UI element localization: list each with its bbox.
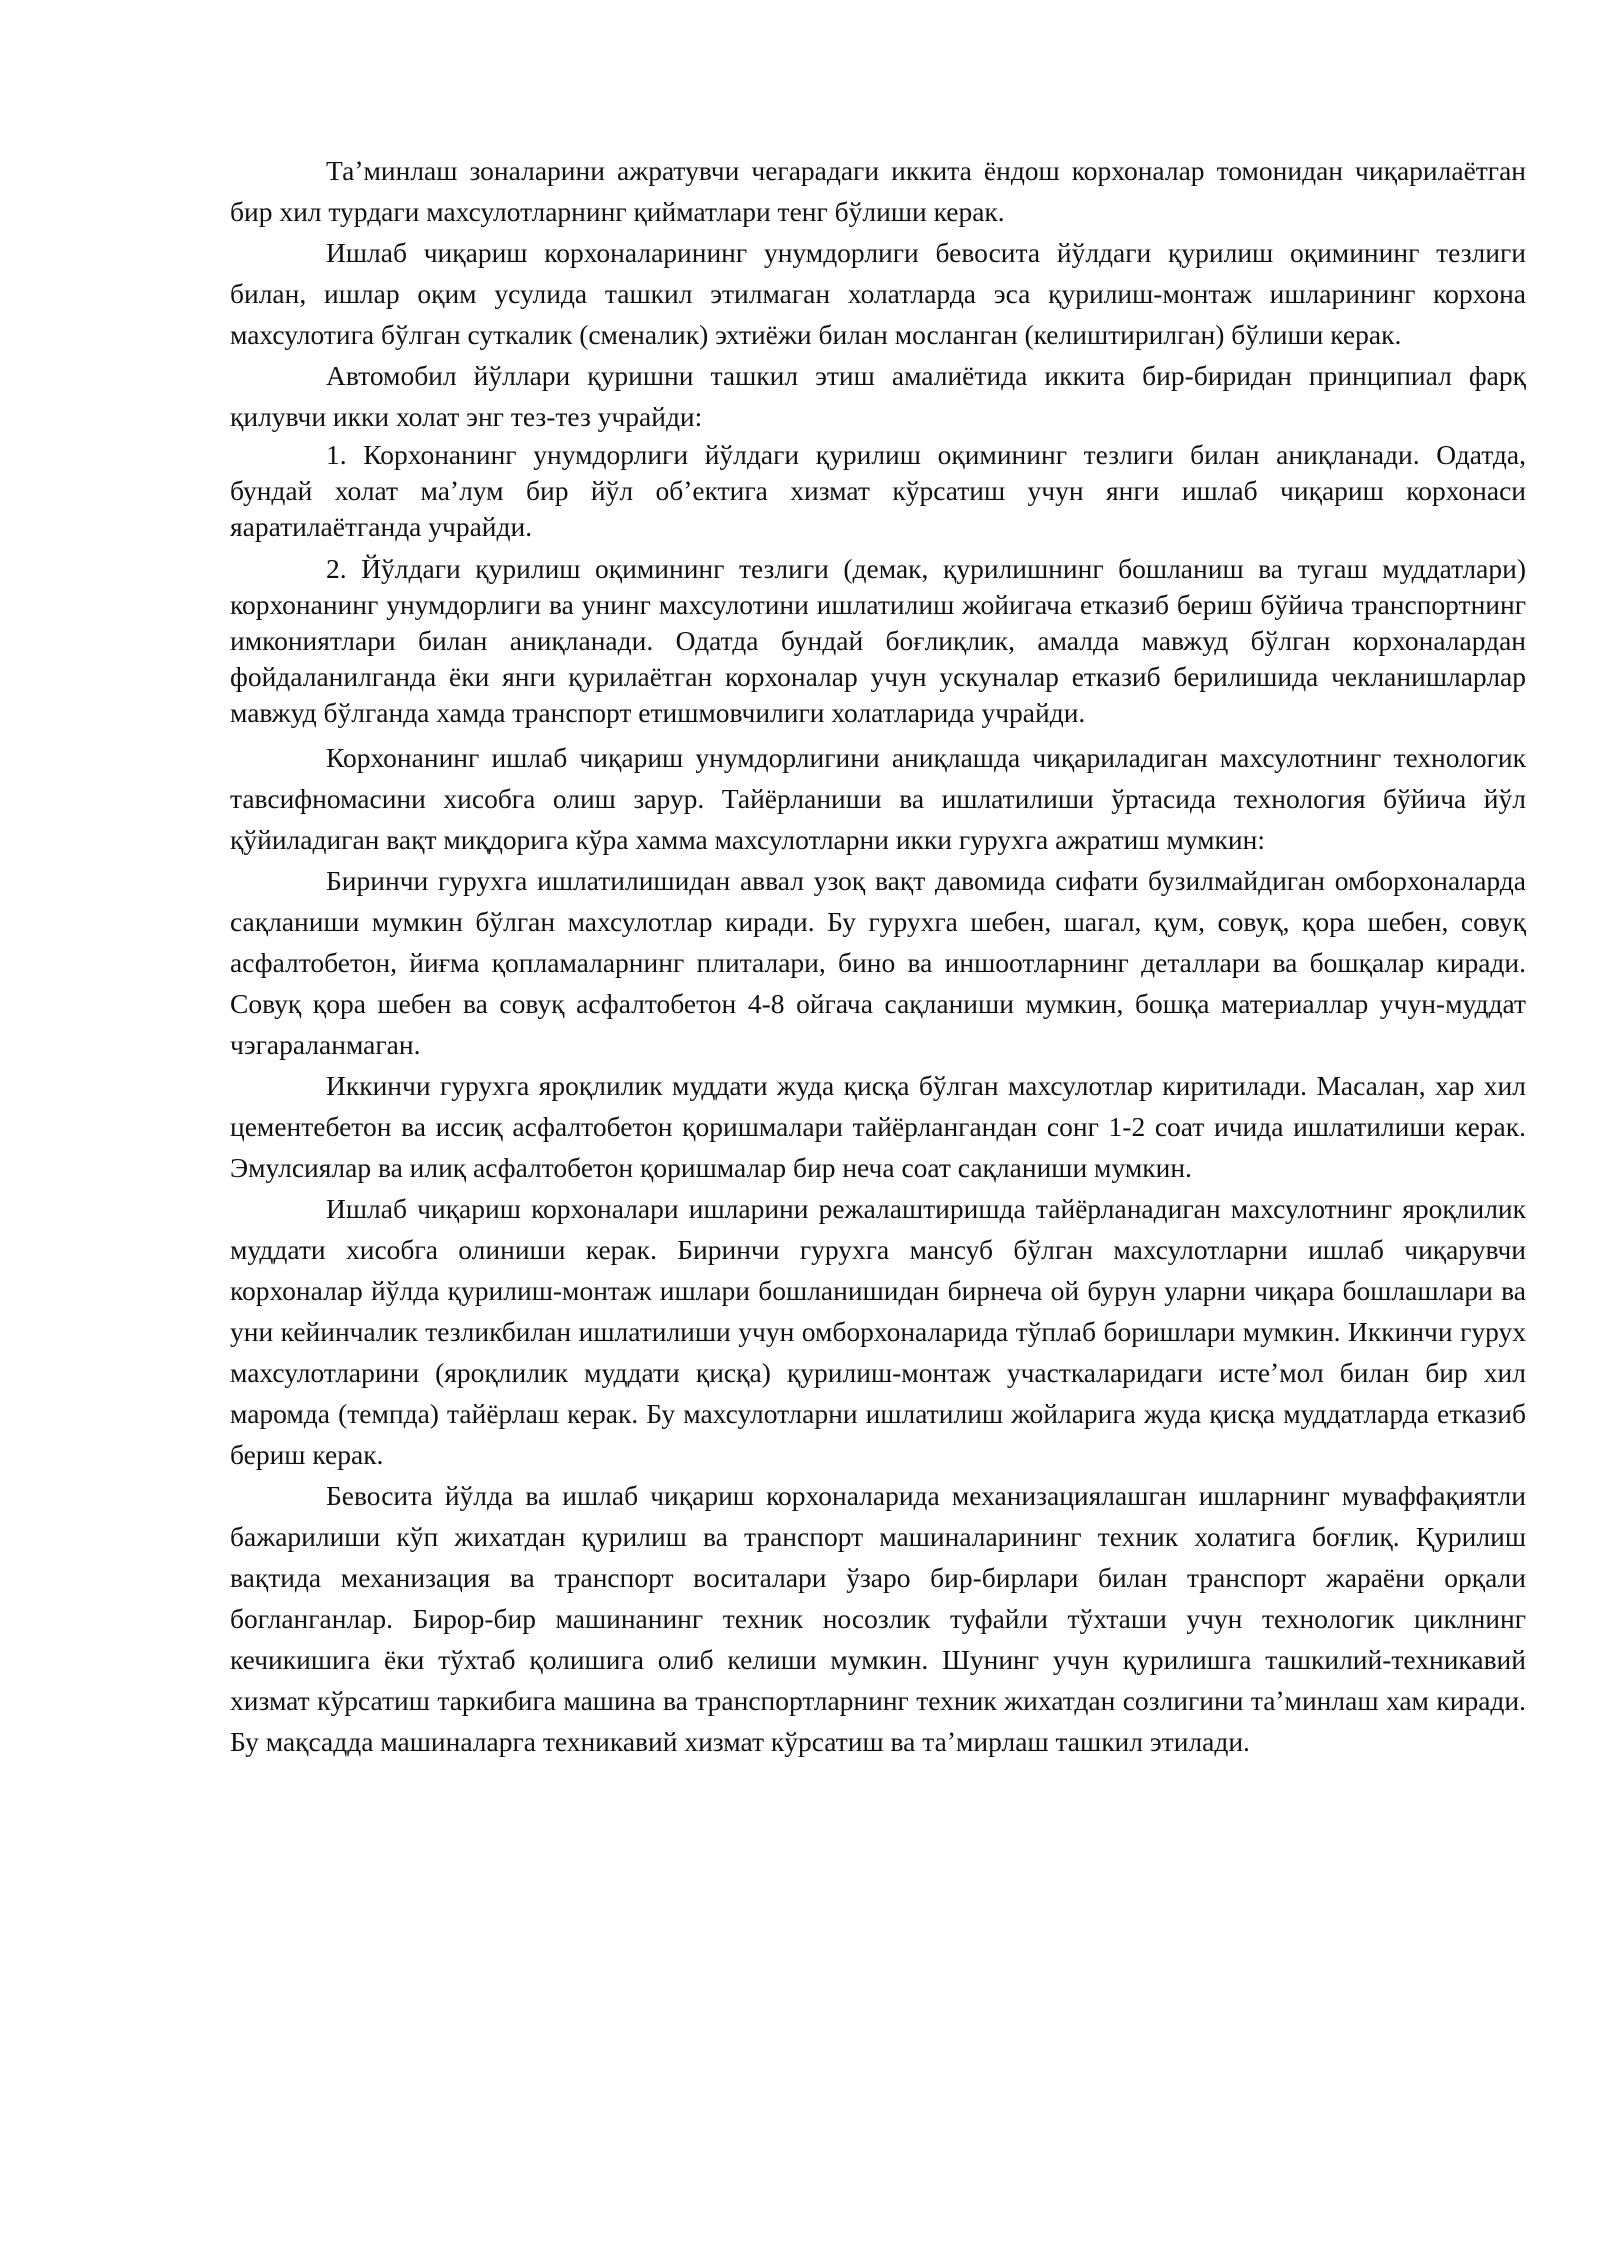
list-item-2: 2. Йўлдаги қурилиш оқимининг тезлиги (демак, қурилишнинг бошланиш ва тугаш муддатлари) корхонанинг унумдорлиги ва унинг махсулотини ишлатилиш жойигача етказиб бериш бўйича транспортнинг имкониятлари билан аниқланади. Одатда бундай боғлиқлик, амалда мавжуд бўлган корхоналардан фойдаланилганда ёки янги қурилаётган корхоналар учун ускуналар етказиб берилишида чекланишларлар мавжуд бўлганда хамда транспорт етишмовчилиги холатларида учрайди. [230, 553, 1526, 728]
paragraph-1: Таʼминлаш зоналарини ажратувчи чегарадаги иккита ёндош корхоналар томонидан чиқарилаётган бир хил турдаги махсулотларнинг қийматлари тенг бўлиши керак. [230, 155, 1526, 227]
paragraph-7: Ишлаб чиқариш корхоналари ишларини режалаштиришда тайёрланадиган махсулотнинг яроқлилик муддати хисобга олиниши керак. Биринчи гурухга мансуб бўлган махсулотларни ишлаб чиқарувчи корхоналар йўлда қурилиш-монтаж ишлари бошланишидан бирнеча ой бурун уларни чиқара бошлашлари ва уни кейинчалик тезликбилан ишлатилиши учун омборхоналарида тўплаб боришлари мумкин. Иккинчи гурух махсулотларини (яроқлилик муддати қисқа) қурилиш-монтаж участкаларидаги истеʼмол билан бир хил маромда (темпда) тайёрлаш керак. Бу махсулотларни ишлатилиш жойларига жуда қисқа муддатларда етказиб бериш керак. [230, 1193, 1526, 1470]
paragraph-6: Иккинчи гурухга яроқлилик муддати жуда қисқа бўлган махсулотлар киритилади. Масалан, хар хил цементебетон ва иссиқ асфалтобетон қоришмалари тайёрлангандан сонг 1-2 соат ичида ишлатилиши керак. Эмулсиялар ва илиқ асфалтобетон қоришмалар бир неча соат сақланиши мумкин. [230, 1070, 1526, 1183]
paragraph-2: Ишлаб чиқариш корхоналарининг унумдорлиги бевосита йўлдаги қурилиш оқимининг тезлиги билан, ишлар оқим усулида ташкил этилмаган холатларда эса қурилиш-монтаж ишларининг корхона махсулотига бўлган суткалик (сменалик) эхтиёжи билан мосланган (келиштирилган) бўлиши керак. [230, 237, 1526, 350]
paragraph-5: Биринчи гурухга ишлатилишидан аввал узоқ вақт давомида сифати бузилмайдиган омборхоналарда сақланиши мумкин бўлган махсулотлар киради. Бу гурухга шебен, шагал, қум, совуқ, қора шебен, совуқ асфалтобетон, йиғма қопламаларнинг плиталари, бино ва иншоотларнинг деталлари ва бошқалар киради. Совуқ қора шебен ва совуқ асфалтобетон 4-8 ойгача сақланиши мумкин, бошқа материаллар учун-муддат чэгараланмаган. [230, 865, 1526, 1060]
paragraph-4: Корхонанинг ишлаб чиқариш унумдорлигини аниқлашда чиқариладиган махсулотнинг технологик тавсифномасини хисобга олиш зарур. Тайёрланиши ва ишлатилиши ўртасида технология бўйича йўл қўйиладиган вақт миқдорига кўра хамма махсулотларни икки гурухга ажратиш мумкин: [230, 742, 1526, 855]
paragraph-3: Автомобил йўллари қуришни ташкил этиш амалиётида иккита бир-биридан принципиал фарқ қилувчи икки холат энг тез-тез учрайди: [230, 360, 1526, 432]
list-item-1: 1. Корхонанинг унумдорлиги йўлдаги қурилиш оқимининг тезлиги билан аниқланади. Одатда, бундай холат маʼлум бир йўл обʼектига хизмат кўрсатиш учун янги ишлаб чиқариш корхонаси яаратилаётганда учрайди. [230, 439, 1526, 542]
paragraph-8: Бевосита йўлда ва ишлаб чиқариш корхоналарида механизациялашган ишларнинг муваффақиятли бажарилиши кўп жихатдан қурилиш ва транспорт машиналарининг техник холатига боғлиқ. Қурилиш вақтида механизация ва транспорт воситалари ўзаро бир-бирлари билан транспорт жараёни орқали богланганлар. Бирор-бир машинанинг техник носозлик туфайли тўхташи учун технологик циклнинг кечикишига ёки тўхтаб қолишига олиб келиши мумкин. Шунинг учун қурилишга ташкилий-техникавий хизмат кўрсатиш таркибига машина ва транспортларнинг техник жихатдан созлигини таʼминлаш хам киради. Бу мақсадда машиналарга техникавий хизмат кўрсатиш ва таʼмирлаш ташкил этилади. [230, 1480, 1526, 1757]
document-body [230, 150, 1526, 1762]
